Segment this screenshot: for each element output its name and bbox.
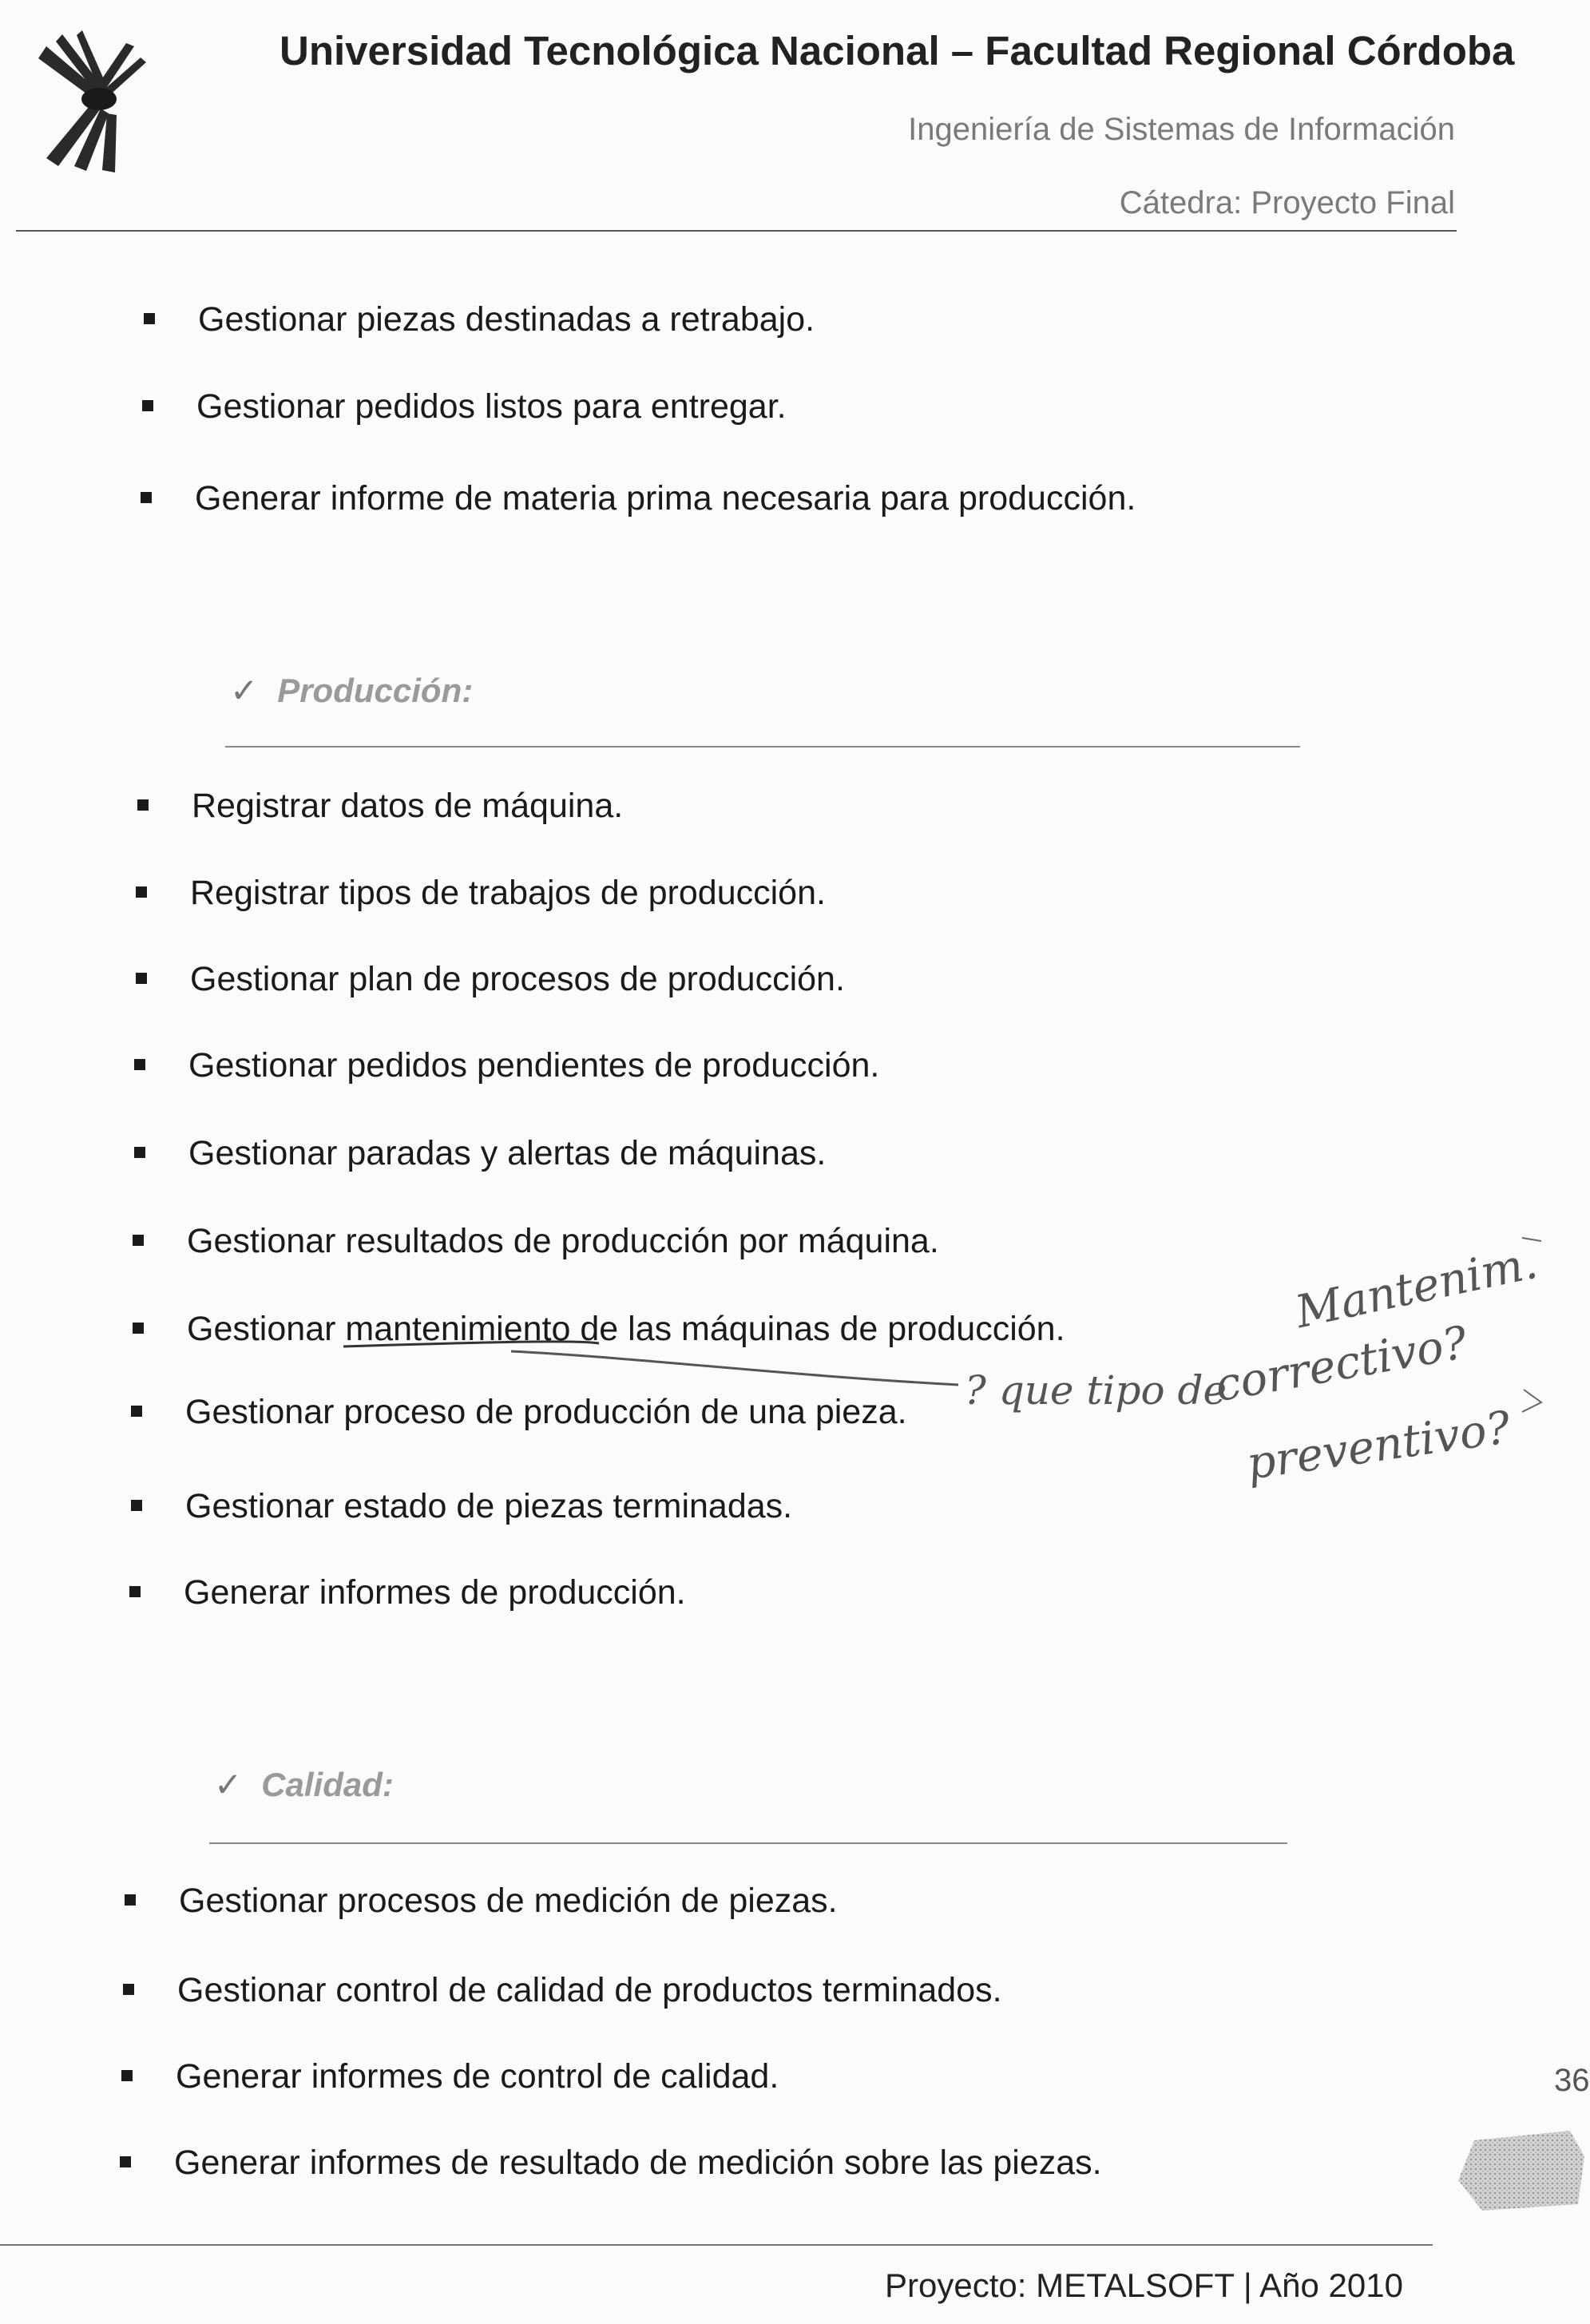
- institution-title: Universidad Tecnológica Nacional – Facultad Regional Córdoba: [280, 28, 1515, 73]
- list-item: Registrar tipos de trabajos de producción.: [136, 874, 826, 913]
- list-item: Gestionar procesos de medición de piezas.: [125, 1882, 838, 1921]
- bullet-icon: [134, 1147, 145, 1158]
- list-item: Gestionar mantenimiento de las máquinas de producción.: [133, 1310, 1065, 1349]
- list-item: Gestionar control de calidad de productos terminados.: [123, 1971, 1002, 2010]
- list-item: Gestionar piezas destinadas a retrabajo.: [144, 300, 815, 339]
- list-item: Generar informes de producción.: [129, 1573, 686, 1612]
- bullet-icon: [129, 1586, 141, 1597]
- section-heading-quality: ✓ Calidad:: [214, 1766, 394, 1803]
- bullet-icon: [142, 400, 153, 411]
- bullet-icon: [136, 973, 147, 984]
- section-divider: [209, 1842, 1287, 1844]
- bullet-icon: [134, 1059, 145, 1070]
- check-icon: ✓: [230, 672, 259, 709]
- list-item: Gestionar proceso de producción de una pieza.: [131, 1393, 907, 1432]
- bullet-icon: [137, 799, 149, 811]
- list-item: Gestionar estado de piezas terminadas.: [131, 1487, 792, 1526]
- list-item: Gestionar paradas y alertas de máquinas.: [134, 1134, 826, 1173]
- check-icon: ✓: [214, 1766, 243, 1803]
- bullet-icon: [125, 1894, 136, 1906]
- section-heading-production: ✓ Producción:: [230, 672, 474, 709]
- bullet-icon: [133, 1235, 144, 1246]
- career-name: Ingeniería de Sistemas de Información: [908, 112, 1455, 147]
- bullet-icon: [131, 1406, 142, 1417]
- bullet-icon: [136, 886, 147, 898]
- handwritten-underline: [335, 1302, 1038, 1398]
- bullet-icon: [123, 1984, 134, 1995]
- list-item: Generar informes de resultado de medición sobre las piezas.: [120, 2144, 1102, 2183]
- bullet-icon: [133, 1323, 144, 1334]
- bullet-icon: [120, 2156, 131, 2167]
- list-item: Gestionar plan de procesos de producción.: [136, 960, 845, 999]
- list-item: Registrar datos de máquina.: [137, 787, 623, 826]
- page-number: 36: [1554, 2063, 1590, 2098]
- bullet-icon: [131, 1500, 142, 1511]
- footer-divider: [0, 2244, 1433, 2246]
- list-item: Gestionar resultados de producción por máquina.: [133, 1222, 939, 1261]
- stamp-texture: [1450, 2124, 1586, 2214]
- course-name: Cátedra: Proyecto Final: [1119, 185, 1455, 220]
- bullet-icon: [144, 313, 155, 324]
- list-item: Gestionar pedidos listos para entregar.: [142, 387, 787, 426]
- list-item: Gestionar pedidos pendientes de producción.: [134, 1046, 879, 1085]
- bullet-icon: [141, 492, 152, 503]
- footer-text: Proyecto: METALSOFT | Año 2010: [885, 2266, 1403, 2304]
- section-divider: [225, 746, 1300, 748]
- handwritten-marks: [1517, 1222, 1549, 1430]
- bullet-icon: [121, 2070, 133, 2081]
- university-logo: [14, 14, 174, 174]
- handwritten-note-line3: correctivo?: [1211, 1316, 1472, 1413]
- header-divider: [16, 230, 1457, 232]
- list-item: Generar informe de materia prima necesaria para producción.: [141, 479, 1136, 518]
- list-item: Generar informes de control de calidad.: [121, 2057, 779, 2096]
- handwritten-note-line1: ? que tipo de: [965, 1367, 1227, 1414]
- handwritten-note-line4: preventivo?: [1243, 1402, 1514, 1490]
- handwritten-note-line2: Mantenim.: [1291, 1236, 1542, 1339]
